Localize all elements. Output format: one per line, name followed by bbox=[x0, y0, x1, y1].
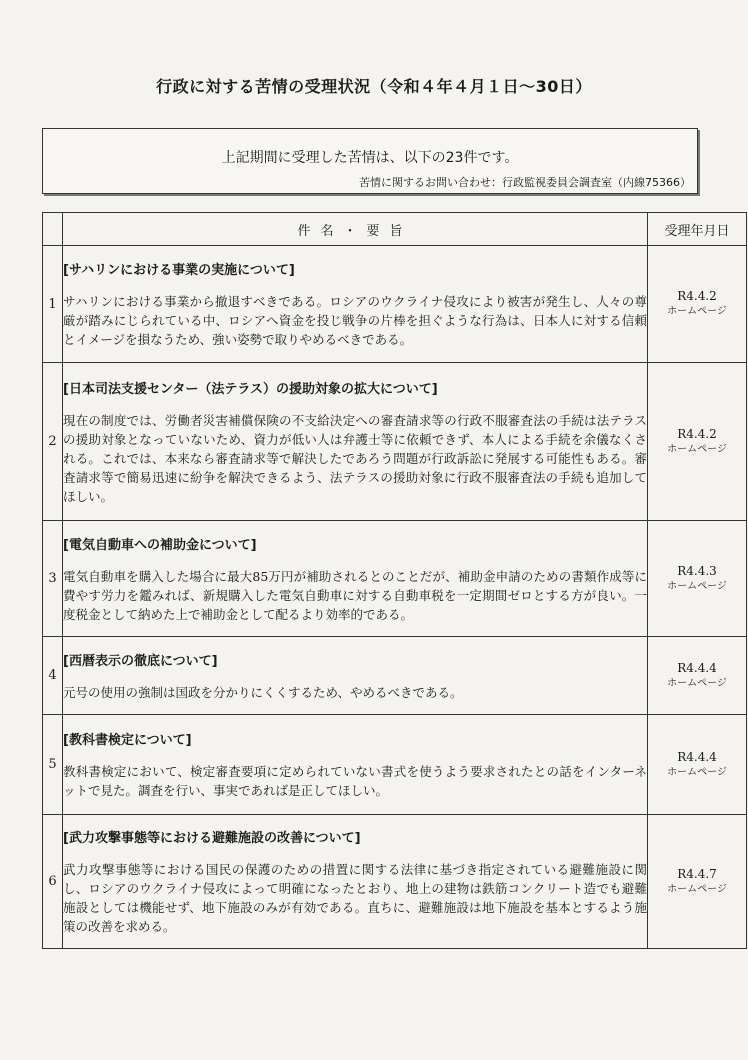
header-date: 受理年月日 bbox=[648, 213, 747, 246]
header-number bbox=[43, 213, 63, 246]
row-date-cell bbox=[648, 715, 747, 815]
row-body bbox=[63, 246, 648, 363]
row-title: [武力攻撃事態等における避難施設の改善について] bbox=[63, 831, 361, 846]
row-summary: 現在の制度では、労働者災害補償保険の不支給決定への審査請求等の行政不服審査法の手続は法テラスの援助対象となっていないため、資力が低い人は弁護士等に依頼できず、本人による手続を余儀なくされる。これでは、本来なら審査請求等で解決したであろう問題が行政訴訟に発展する可能性もある。審査請求等で簡易迅速に紛争を解決できるよう、法テラスの援助対象に行政不服審査法の手続も追加してほしい。 bbox=[63, 412, 647, 504]
row-date: R4.4.2 bbox=[677, 289, 717, 303]
summary-text: 上記期間に受理した苦情は、以下の23件です。 bbox=[221, 150, 519, 166]
row-date: R4.4.4 bbox=[677, 749, 717, 764]
row-body bbox=[63, 815, 648, 949]
row-summary: 電気自動車を購入した場合に最大85万円が補助されるとのことだが、補助金申請のための書類作成等に費やす労力を鑑みれば、新規購入した電気自動車に対する自動車税を一定期間ゼロとする方が良い。一度税金として納めた上で補助金として配るより効率的である。 bbox=[63, 568, 647, 622]
table-row bbox=[43, 246, 747, 363]
row-channel: ホームページ bbox=[667, 306, 727, 317]
row-channel: ホームページ bbox=[667, 883, 727, 895]
page-title: 行政に対する苦情の受理状況（令和４年４月１日～30日） bbox=[156, 77, 592, 96]
row-body bbox=[63, 715, 648, 815]
row-summary: 武力攻撃事態等における国民の保護のための措置に関する法律に基づき指定されている避難施設に関し、ロシアのウクライナ侵攻によって明確になったとおり、地上の建物は鉄筋コンクリート造でも避難施設としては機能せず、地下施設のみが有効である。直ちに、避難施設は地下施設を基本とするよう施策の改善を求める。 bbox=[63, 862, 647, 934]
table-row bbox=[43, 521, 747, 637]
row-summary: サハリンにおける事業から撤退すべきである。ロシアのウクライナ侵攻により被害が発生し、人々の尊厳が踏みにじられている中、ロシアへ資金を投じ戦争の片棒を担ぐような行為は、日本人に対する信頼とイメージを損なうため、強い姿勢で取りやめるべきである。 bbox=[63, 294, 647, 347]
row-date: R4.4.2 bbox=[677, 426, 717, 441]
row-body bbox=[63, 521, 648, 637]
row-channel: ホームページ bbox=[667, 766, 727, 778]
row-body bbox=[63, 363, 648, 521]
row-date-cell bbox=[648, 363, 747, 521]
table-row bbox=[43, 637, 747, 715]
row-channel: ホームページ bbox=[667, 443, 727, 455]
row-title: [日本司法支援センター（法テラス）の援助対象の拡大について] bbox=[63, 381, 438, 397]
row-date: R4.4.4 bbox=[677, 660, 717, 675]
table-header-row bbox=[43, 213, 747, 246]
row-summary: 教科書検定において、検定審査要項に定められていない書式を使うよう要求されたとの話をインターネットで見た。調査を行い、事実であれば是正してほしい。 bbox=[63, 764, 647, 798]
row-title: [サハリンにおける事業の実施について] bbox=[63, 263, 295, 278]
row-number: 5 bbox=[43, 715, 63, 815]
row-number: 6 bbox=[43, 815, 63, 949]
row-number: 4 bbox=[43, 637, 63, 715]
row-channel: ホームページ bbox=[667, 677, 727, 689]
row-date-cell bbox=[648, 246, 747, 363]
row-body bbox=[63, 637, 648, 715]
table-row bbox=[43, 363, 747, 521]
row-number: 3 bbox=[43, 521, 63, 637]
contact-info: 苦情に関するお問い合わせ：行政監視委員会調査室（内線75366） bbox=[359, 176, 691, 189]
header-subject: 件名・要旨 bbox=[63, 213, 648, 246]
complaints-table bbox=[42, 212, 747, 949]
row-date: R4.4.7 bbox=[677, 866, 717, 881]
row-summary: 元号の使用の強制は国政を分かりにくくするため、やめるべきである。 bbox=[63, 684, 463, 700]
row-date-cell bbox=[648, 637, 747, 715]
row-date-cell bbox=[648, 521, 747, 637]
table-row bbox=[43, 715, 747, 815]
row-date: R4.4.3 bbox=[677, 563, 717, 578]
row-title: [西暦表示の徹底について] bbox=[63, 653, 218, 669]
summary-box bbox=[42, 128, 698, 194]
row-number: 2 bbox=[43, 363, 63, 521]
row-number: 1 bbox=[43, 246, 63, 363]
row-date-cell bbox=[648, 815, 747, 949]
row-title: [教科書検定について] bbox=[63, 733, 192, 748]
row-channel: ホームページ bbox=[667, 580, 727, 592]
row-title: [電気自動車への補助金について] bbox=[63, 537, 257, 553]
table-row bbox=[43, 815, 747, 949]
